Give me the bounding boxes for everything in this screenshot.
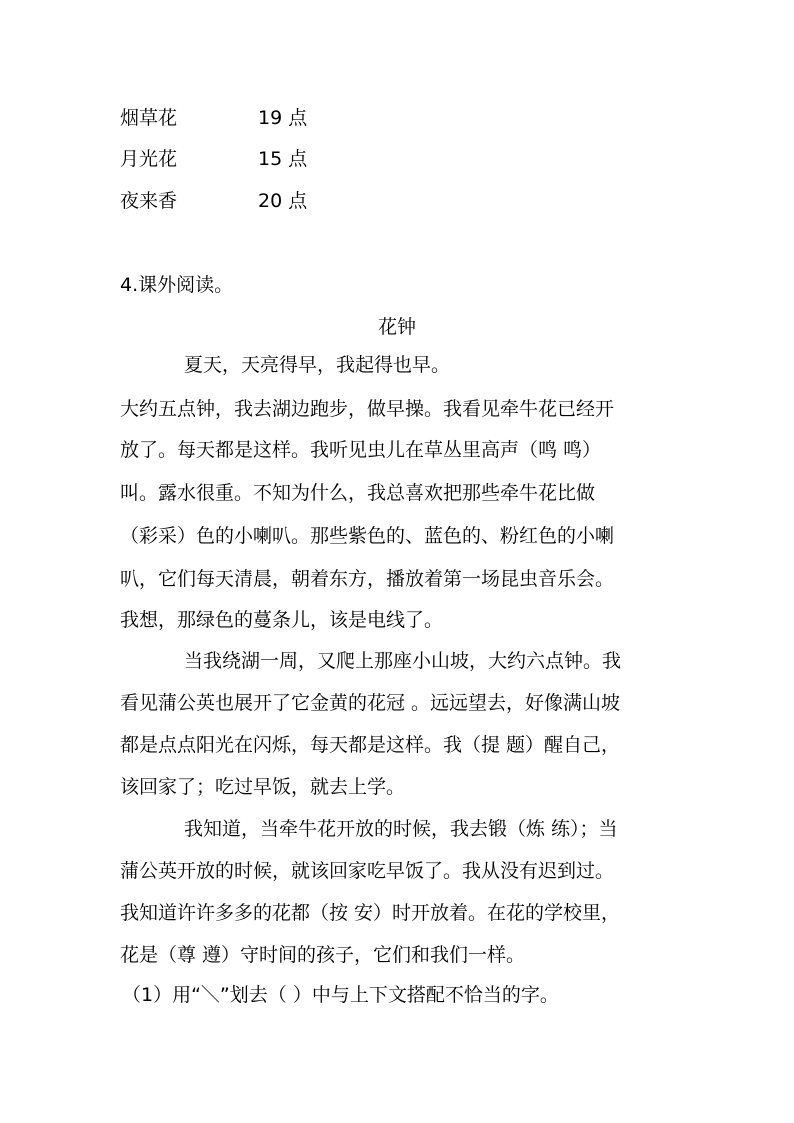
flower-name: 月光花 — [120, 148, 178, 170]
flower-name: 夜来香 — [120, 190, 178, 212]
paragraph-line: 都是点点阳光在闪烁，每天都是这样。我（提 题）醒自己， — [120, 734, 621, 756]
paragraph-line: （彩采）色的小喇叭。那些紫色的、蓝色的、粉红色的小喇 — [120, 525, 615, 547]
paragraph-line: 放了。每天都是这样。我听见虫儿在草丛里高声（鸣 鸣） — [120, 439, 602, 461]
paragraph-line: 我知道许许多多的花都（按 安）时开放着。在花的学校里， — [120, 902, 621, 924]
paragraph-line: 看见蒲公英也展开了它金黄的花冠 。远远望去，好像满山坡 — [120, 692, 621, 714]
paragraph-line: 我想，那绿色的蔓条儿，该是电线了。 — [120, 609, 444, 631]
paragraph-line: 我知道，当牵牛花开放的时候，我去锻（炼 练）；当 — [184, 818, 618, 840]
paragraph-line: 叭，它们每天清晨，朝着东方，播放着第一场昆虫音乐会。 — [120, 568, 615, 590]
section-heading: 4.课外阅读。 — [120, 274, 234, 296]
flower-name: 烟草花 — [120, 107, 178, 129]
flower-time: 15 点 — [258, 148, 308, 170]
paragraph-line: 叫。露水很重。不知为什么，我总喜欢把那些牵牛花比做 — [120, 482, 596, 504]
paragraph-line: 该回家了；吃过早饭，就去上学。 — [120, 776, 406, 798]
paragraph-line: 大约五点钟，我去湖边跑步，做早操。我看见牵牛花已经开 — [120, 398, 615, 420]
paragraph-line: 花是（尊 遵）守时间的孩子，它们和我们一样。 — [120, 944, 526, 966]
paragraph-line: 当我绕湖一周，又爬上那座小山坡，大约六点钟。我 — [184, 650, 622, 672]
paragraph-line: 夏天，天亮得早，我起得也早。 — [184, 354, 451, 376]
article-title: 花钟 — [377, 316, 416, 338]
question-line: （1）用“＼”划去（ ）中与上下文搭配不恰当的字。 — [122, 984, 559, 1006]
flower-time: 20 点 — [258, 190, 308, 212]
flower-time: 19 点 — [258, 107, 308, 129]
paragraph-line: 蒲公英开放的时候，就该回家吃早饭了。我从没有迟到过。 — [120, 860, 615, 882]
